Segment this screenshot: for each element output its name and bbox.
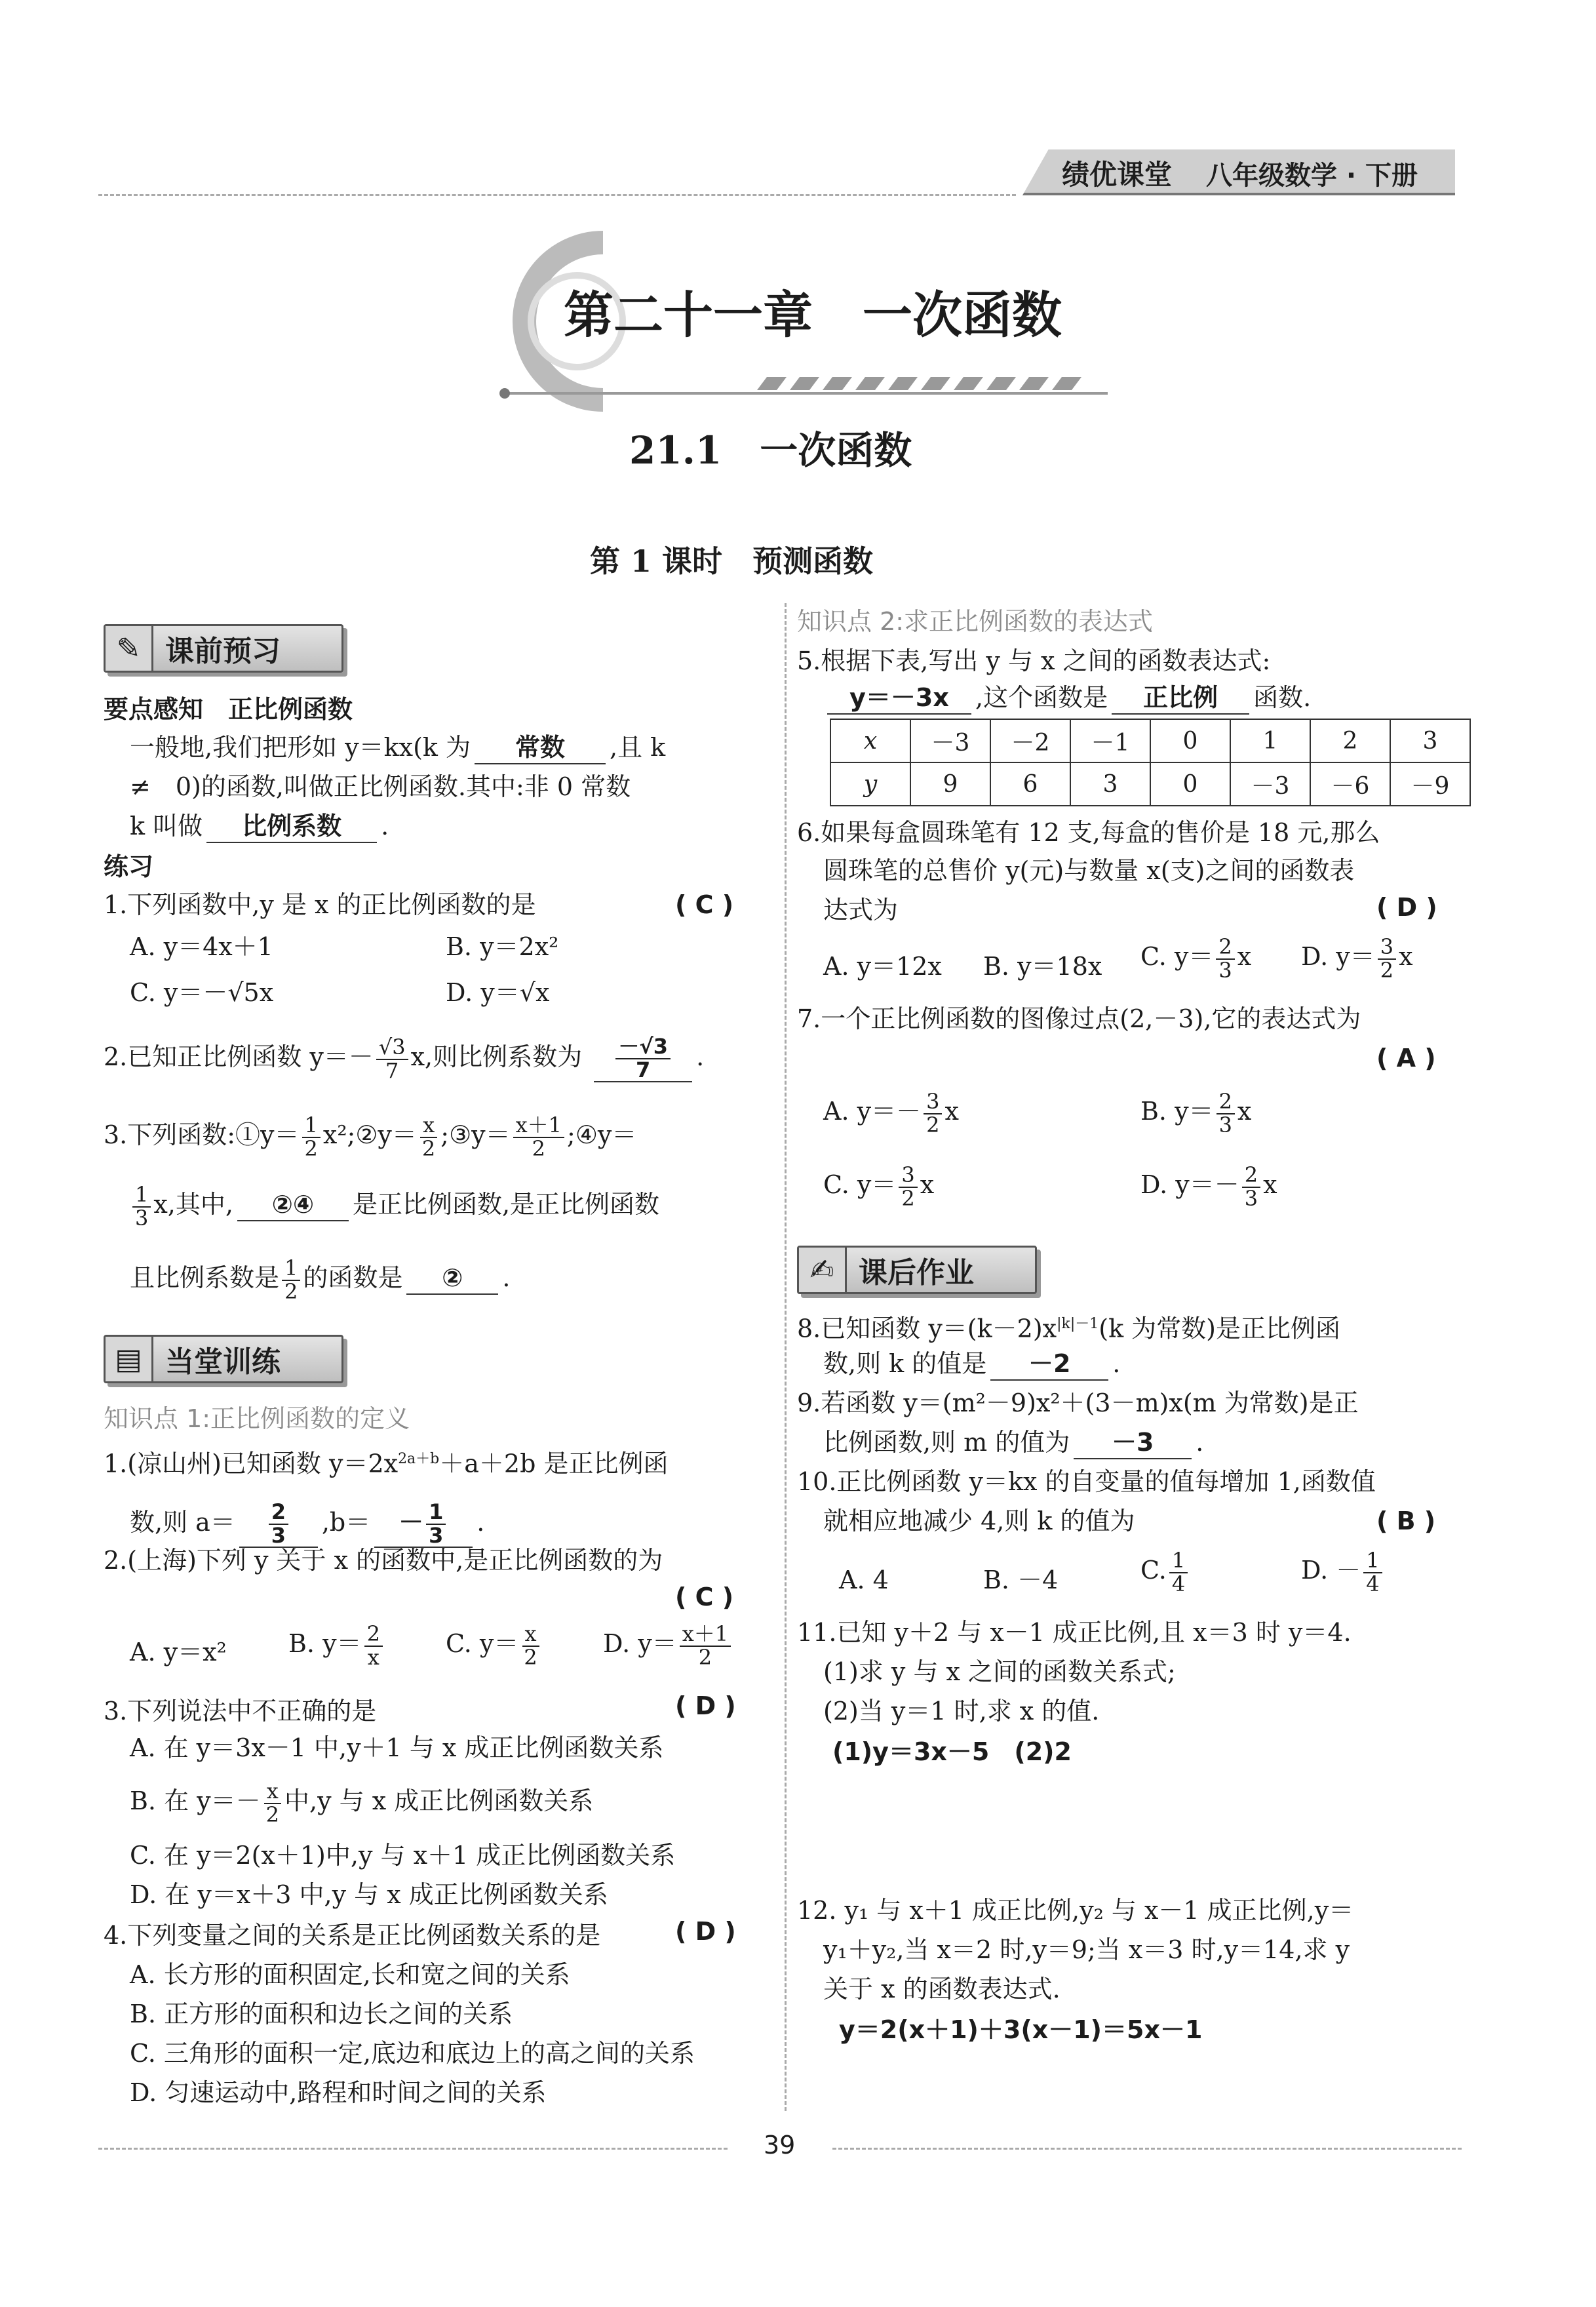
question-5: 5.根据下表,写出 y 与 x 之间的函数表达式: [797,646,1271,675]
key-point-heading: 要点感知 正比例函数 [104,694,353,724]
table-cell: －2 [990,719,1070,762]
key-point-line1: 一般地,我们把形如 y＝kx(k 为 常数 ,且 k [130,732,665,764]
c2-option-c: C. y＝ $\frac{x}{2}$ [446,1623,543,1668]
question-12-answer: y＝2(x＋1)＋3(x－1)＝5x－1 [839,2015,1203,2044]
question-1: 1.下列函数中,y 是 x 的正比例函数的是 [104,890,536,919]
class-question-4-answer: ( D ) [675,1917,736,1946]
table-cell: 1 [1230,719,1310,762]
practice-heading: 练习 [104,852,154,881]
question-7-answer: ( A ) [1376,1044,1436,1073]
c2-option-a: A. y＝x² [130,1638,227,1666]
class-question-2: 2.(上海)下列 y 关于 x 的函数中,是正比例函数的为 [104,1546,663,1575]
q6-option-b: B. y＝18x [983,952,1102,981]
table-cell: 3 [1390,719,1470,762]
q6-option-c: C. y＝ $\frac{2}{3}$ x [1140,934,1252,983]
c3-option-c: C. 在 y＝2(x＋1)中,y 与 x＋1 成正比例函数关系 [130,1841,676,1870]
q6-option-a: A. y＝12x [823,952,942,981]
table-row-x [830,719,1470,762]
class-question-1: 1.(凉山州)已知函数 $y=2x^{2a+b}+a+2b$ 是正比例函 [104,1449,669,1478]
q8-answer: －2 [990,1348,1108,1381]
q5-answer-1: y＝－3x [827,682,971,715]
knowledge-point-2: 知识点 2:求正比例函数的表达式 [797,607,1154,636]
q3-answer-1: ②④ [237,1189,349,1221]
q6-option-d: D. y＝ $\frac{3}{2}$ x [1301,934,1413,983]
q10-option-b: B. －4 [983,1566,1059,1594]
key-point-line3: k 叫做 比例系数 . [130,810,389,843]
question-10-answer: ( B ) [1376,1507,1436,1535]
question-12-line1: 12. y₁ 与 x＋1 成正比例,y₂ 与 x－1 成正比例,y＝ [797,1896,1354,1925]
class-question-3: 3.下列说法中不正确的是 [104,1697,377,1725]
question-11-answer: (1)y＝3x－5 (2)2 [832,1737,1072,1766]
kp-blank-1: 常数 [475,732,606,764]
question-2: 2.已知正比例函数 y＝－ $\frac{√3}{7}$ x,则比例系数为 $\frac{-√3}{7}$ . [104,1034,705,1083]
question-12-line3: 关于 x 的函数表达式. [823,1975,1061,2003]
pencil-icon: ✍ [799,1248,847,1292]
question-3-line3: 且比例系数是 $\frac{1}{2}$ 的函数是 ② . [130,1255,511,1304]
class-question-3-answer: ( D ) [675,1691,736,1720]
value-table [830,719,1471,806]
class-question-2-answer: ( C ) [675,1583,734,1611]
table-cell: －1 [1070,719,1150,762]
page-number: 39 [764,2131,796,2159]
q7-option-d: D. y＝－ $\frac{2}{3}$ x [1140,1162,1277,1211]
c3-option-b: B. 在 y＝－ $\frac{x}{2}$ 中,y 与 x 成正比例函数关系 [130,1779,594,1827]
question-5-line2: y＝－3x ,这个函数是 正比例 函数. [823,682,1311,715]
q1-option-d: D. y＝√x [446,978,550,1007]
question-11-line3: (2)当 y＝1 时,求 x 的值. [823,1697,1100,1725]
table-cell: －6 [1310,762,1390,806]
c4-option-d: D. 匀速运动中,路程和时间之间的关系 [130,2078,547,2107]
kp-blank-2: 比例系数 [206,810,377,843]
header-brand: 绩优课堂 [1062,159,1173,191]
question-9-line2: 比例函数,则 m 的值为 －3 . [823,1427,1203,1459]
table-row-y [830,762,1470,806]
c2-option-b: B. y＝ $\frac{2}{x}$ [288,1623,385,1668]
column-divider [785,603,787,2111]
header-rule [98,194,1016,196]
class-section-label: ▤ 当堂训练 [104,1335,343,1383]
table-cell: 0 [1150,719,1230,762]
q1-option-c: C. y＝－√5x [130,978,274,1007]
question-10-line1: 10.正比例函数 y＝kx 的自变量的值每增加 1,函数值 [797,1467,1376,1496]
q10-option-c: C. $\frac{1}{4}$ [1140,1550,1190,1595]
q10-option-a: A. 4 [839,1566,889,1594]
q7-option-a: A. y＝－ $\frac{3}{2}$ x [823,1089,959,1137]
header-book: 八年级数学 · 下册 [1206,161,1418,191]
knowledge-point-1: 知识点 1:正比例函数的定义 [104,1404,410,1433]
c3-option-d: D. 在 y＝x＋3 中,y 与 x 成正比例函数关系 [130,1880,608,1909]
q1-option-b: B. y＝2x² [446,932,559,961]
table-cell: 3 [1070,762,1150,806]
table-cell: 2 [1310,719,1390,762]
q5-answer-2: 正比例 [1112,682,1249,715]
c4-option-a: A. 长方形的面积固定,长和宽之间的关系 [130,1960,570,1989]
lesson-title: 第 1 课时 预测函数 [590,543,874,579]
table-cell: －9 [1390,762,1470,806]
q10-option-d: D. － $\frac{1}{4}$ [1301,1550,1385,1595]
table-cell: x [830,719,910,762]
question-11-line2: (1)求 y 与 x 之间的函数关系式; [823,1657,1176,1686]
question-8-line1: 8.已知函数 $y=(k-2)x^{|k|-1}(k$ 为常数)是正比例函 [797,1314,1341,1343]
homework-section-label: ✍ 课后作业 [797,1246,1037,1294]
q1-option-a: A. y＝4x＋1 [130,932,273,961]
q7-option-b: B. y＝ $\frac{2}{3}$ x [1140,1089,1252,1137]
table-cell: －3 [910,719,990,762]
class-question-4: 4.下列变量之间的关系是正比例函数关系的是 [104,1921,601,1950]
question-6-line1: 6.如果每盒圆珠笔有 12 支,每盒的售价是 18 元,那么 [797,818,1380,847]
q9-answer: －3 [1074,1427,1192,1459]
table-cell: y [830,762,910,806]
question-6-line3: 达式为 [823,896,899,924]
key-point-line2: ≠ 0)的函数,叫做正比例函数.其中:非 0 常数 [130,772,631,801]
book-icon: ▤ [106,1337,153,1381]
question-3-line1: 3.下列函数:①y＝ $\frac{1}{2}$ x²;②y＝ $\frac{x}{2}$ ;③y＝ $\frac{x+1}{2}$ ;④y＝ [104,1113,637,1161]
c2-option-d: D. y＝ $\frac{x+1}{2}$ [603,1623,733,1668]
footer-rule-right [832,2148,1462,2150]
table-cell: 0 [1150,762,1230,806]
class-question-1-line2: 数,则 a＝ $\frac{2}{3}$ ,b＝ － $\frac{1}{3}$ . [130,1499,485,1548]
notebook-icon: ✎ [106,626,153,671]
q3-answer-2: ② [406,1262,498,1295]
section-title: 21.1 一次函数 [629,428,912,473]
c3-option-a: A. 在 y＝3x－1 中,y＋1 与 x 成正比例函数关系 [130,1733,664,1762]
question-6-line2: 圆珠笔的总售价 y(元)与数量 x(支)之间的函数表 [823,856,1355,885]
question-12-line2: y₁＋y₂,当 x＝2 时,y＝9;当 x＝3 时,y＝14,求 y [823,1935,1350,1964]
c4-option-b: B. 正方形的面积和边长之间的关系 [130,2000,513,2028]
question-3-line2: $\frac{1}{3}$ x,其中, ②④ 是正比例函数,是正比例函数 [130,1184,659,1229]
question-8-line2: 数,则 k 的值是 －2 . [823,1348,1120,1381]
chapter-title: 第二十一章 一次函数 [564,286,1062,344]
question-10-line2: 就相应地减少 4,则 k 的值为 [823,1507,1135,1535]
question-6-answer: ( D ) [1376,893,1437,922]
question-7: 7.一个正比例函数的图像过点(2,－3),它的表达式为 [797,1004,1361,1033]
table-cell: 6 [990,762,1070,806]
c4-option-c: C. 三角形的面积一定,底边和底边上的高之间的关系 [130,2039,695,2068]
question-11-line1: 11.已知 y＋2 与 x－1 成正比例,且 x＝3 时 y＝4. [797,1618,1352,1647]
footer-rule-left [98,2148,728,2150]
table-cell: 9 [910,762,990,806]
q2-answer-blank: $\frac{-√3}{7}$ [594,1036,692,1082]
table-cell: －3 [1230,762,1310,806]
q7-option-c: C. y＝ $\frac{3}{2}$ x [823,1162,935,1211]
preview-section-label: ✎ 课前预习 [104,624,343,673]
question-9-line1: 9.若函数 y＝(m²－9)x²＋(3－m)x(m 为常数)是正 [797,1389,1359,1417]
question-1-answer: ( C ) [675,890,734,919]
